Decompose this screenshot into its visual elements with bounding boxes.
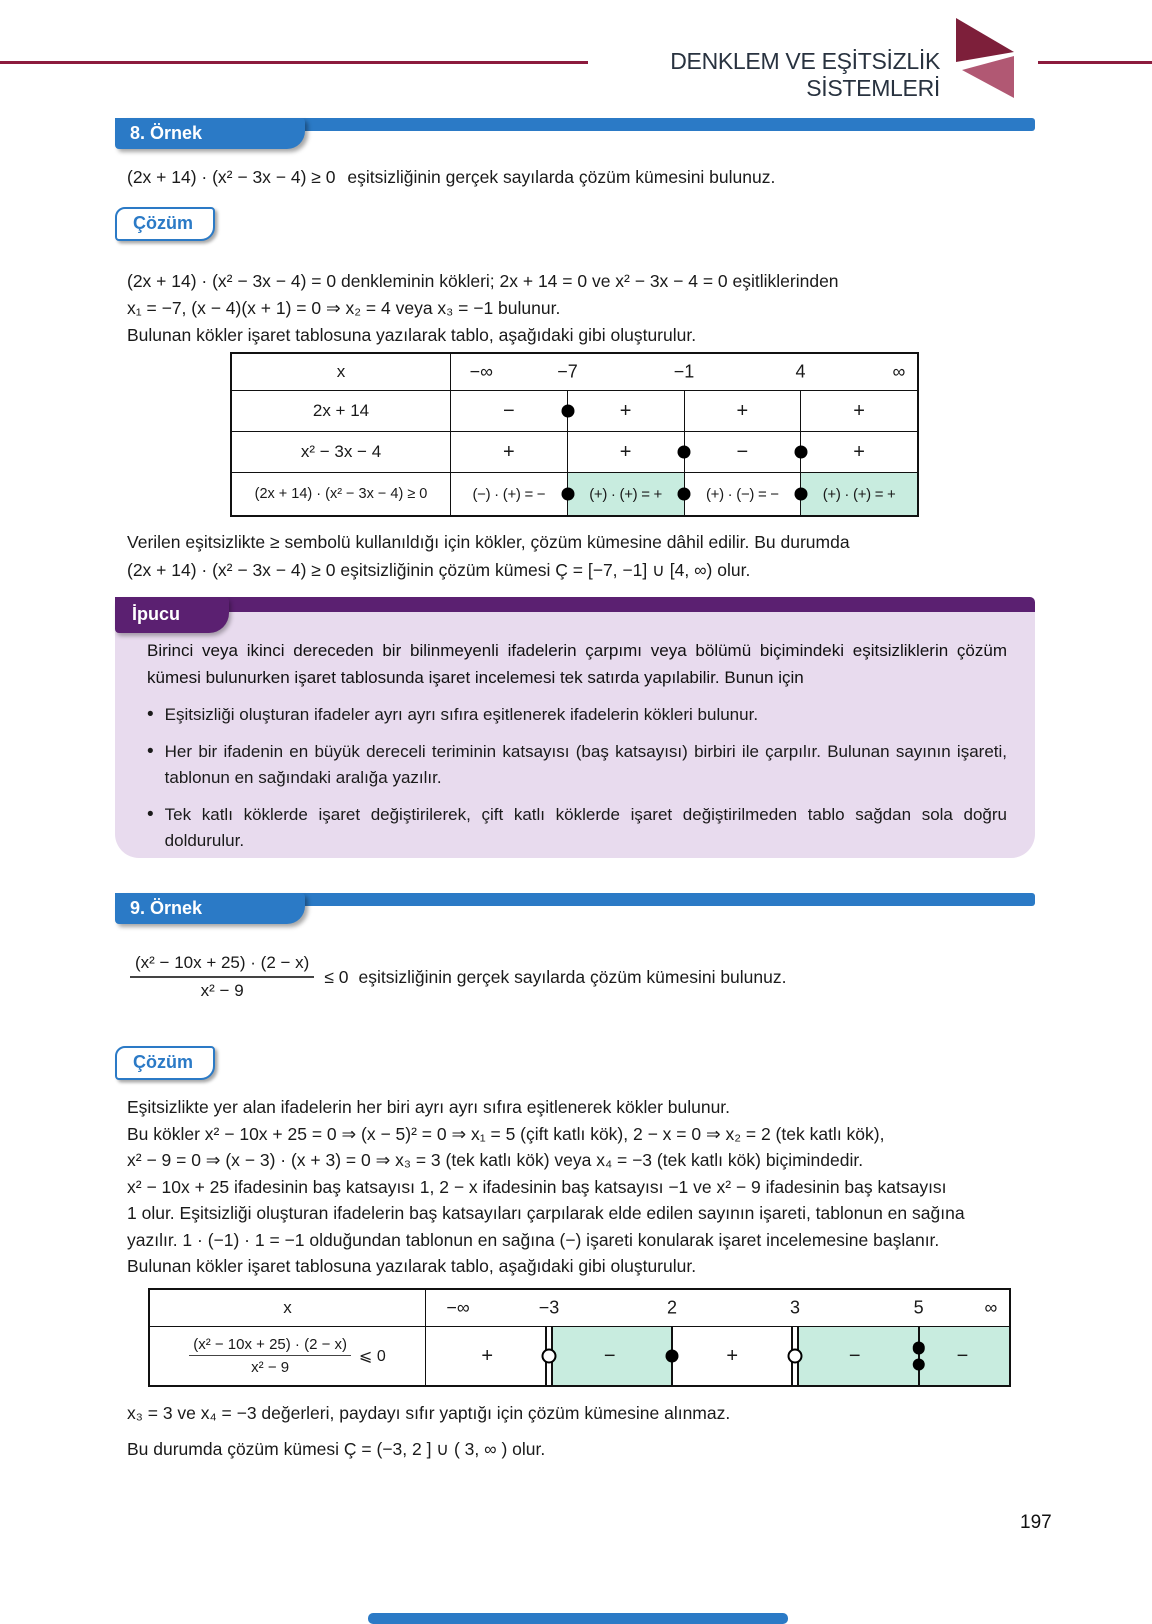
example9-conclusion-line1: x₃ = 3 ve x₄ = −3 değerleri, paydayı sıfır yaptığı için çözüm kümesine alınmaz. (127, 1403, 731, 1423)
filled-dot-marker (794, 488, 807, 501)
solution-line: Bulunan kökler işaret tablosuna yazılarak tablo, aşağıdaki gibi oluşturulur. (127, 325, 697, 345)
header-rule-right (1038, 61, 1152, 64)
sign-row-product (232, 472, 917, 515)
example8-section-header (115, 118, 1035, 152)
example9-conclusion-line2: Bu durumda çözüm kümesi Ç = (−3, 2 ] ∪ ( 3, ∞ ) olur. (127, 1439, 546, 1459)
example8-solution-text (127, 268, 1039, 349)
tip-bullet: • Her bir ifadenin en büyük dereceli teriminin katsayısı (baş katsayısı) birbiri ile çarpılır. Bulunan sayının işareti, tablonun en sağındaki aralığa yazılır. (147, 739, 1007, 791)
page-title: DENKLEM VE EŞİTSİZLİK SİSTEMLERİ (670, 48, 940, 101)
page-number: 197 (1020, 1512, 1052, 1533)
axis-root: −7 (557, 361, 578, 382)
example9-problem (130, 953, 787, 1001)
sign-cell: + (503, 440, 515, 463)
relation-symbol: ⩽ 0 (359, 1348, 386, 1365)
example9-solution-text (127, 1094, 1039, 1280)
axis-root: −1 (673, 361, 695, 382)
solution-line: x² − 9 = 0 ⇒ (x − 3) · (x + 3) = 0 ⇒ x₃ = 3 (tek katlı kök) veya x₄ = −3 (tek katlı kök) biçimindedir. (127, 1150, 864, 1170)
sign-cell: + (684, 391, 801, 431)
fraction-numerator: (x² − 10x + 25) · (2 − x) (189, 1336, 351, 1356)
sign-row-expression (150, 1326, 1009, 1385)
axis-row (451, 354, 917, 390)
tip-intro: Birinci veya ikinci dereceden bir bilinmeyenli ifadelerin çarpımı veya bölümü biçimindeki eşitsizliklerin çözüm kümesi bulunurken işaret tablosunda işaret incelemesi tek satırda yapılabilir. Bunun için (147, 641, 1007, 687)
filled-dot-marker (678, 488, 691, 501)
example8-solution-tab: Çözüm (115, 207, 215, 241)
sign-cell: (−) · (+) = − (472, 485, 546, 503)
sign-cell-highlighted: − (794, 1327, 917, 1385)
sign-cell-highlighted: (+) · (+) = + (567, 473, 684, 515)
fraction-denominator: x² − 9 (251, 1359, 290, 1376)
sign-cell: + (481, 1344, 494, 1367)
solution-line: (2x + 14) · (x² − 3x − 4) = 0 denkleminin kökleri; 2x + 14 = 0 ve x² − 3x − 4 = 0 eşitliklerinden (127, 271, 839, 291)
tip-bullet: • Tek katlı köklerde işaret değiştirilerek, çift katlı köklerde işaret değiştirilmeden tablo sağdan sola doğru doldurulur. (147, 802, 1007, 854)
row-label (150, 1327, 426, 1385)
relation-symbol: ≤ 0 (324, 966, 349, 987)
sign-cell: + (567, 391, 684, 431)
sign-table-example9 (148, 1288, 1011, 1387)
header-rule-left (0, 61, 588, 64)
example8-problem-text: eşitsizliğinin gerçek sayılarda çözüm kümesini bulunuz. (347, 167, 776, 187)
example9-problem-text: eşitsizliğinin gerçek sayılarda çözüm kümesini bulunuz. (358, 966, 787, 987)
tip-bullet: • Eşitsizliği oluşturan ifadeler ayrı ayrı sıfıra eşitlenerek ifadelerin kökleri bulunur. (147, 702, 1007, 728)
axis-pos-infinity: ∞ (984, 1297, 998, 1318)
open-circle-marker (542, 1349, 557, 1364)
conclusion-line: (2x + 14) · (x² − 3x − 4) ≥ 0 eşitsizliğinin çözüm kümesi Ç = [−7, −1] ∪ [4, ∞) olur. (127, 560, 751, 580)
filled-dot-marker (678, 446, 691, 459)
bullet-icon: • (147, 741, 154, 762)
example9-section-header (115, 893, 1035, 927)
solution-line: Bulunan kökler işaret tablosuna yazılarak tablo, aşağıdaki gibi oluşturulur. (127, 1256, 697, 1276)
sign-cell: + (726, 1344, 739, 1367)
solution-line: 1 olur. Eşitsizliği oluşturan ifadelerin baş katsayıları çarpılarak elde edilen sayının işareti, tablonun en sağına (127, 1203, 965, 1223)
sign-table-example8 (230, 352, 919, 517)
example9-tab: 9. Örnek (115, 893, 305, 924)
bullet-icon: • (147, 804, 154, 825)
axis-root: 2 (667, 1297, 678, 1318)
tip-tab: İpucu (115, 597, 229, 633)
axis-neg-infinity: −∞ (469, 361, 493, 382)
sign-table-header-row (150, 1290, 1009, 1326)
sign-cell: + (800, 391, 917, 431)
example8-problem-math: (2x + 14) · (x² − 3x − 4) ≥ 0 (127, 167, 336, 187)
sign-row-factor2 (232, 431, 917, 472)
example8-tab: 8. Örnek (115, 118, 305, 149)
sign-row-factor1 (232, 390, 917, 431)
sign-cell: − (684, 432, 801, 472)
fraction (130, 953, 314, 1001)
row-label: x² − 3x − 4 (232, 432, 451, 472)
axis-row (426, 1290, 1009, 1326)
sign-cell: (+) · (−) = − (684, 473, 801, 515)
sign-table-header-row (232, 354, 917, 390)
filled-dot-marker (561, 488, 574, 501)
axis-root: 4 (795, 361, 806, 382)
conclusion-line: Verilen eşitsizlikte ≥ sembolü kullanıldığı için kökler, çözüm kümesine dâhil edilir. Bu durumda (127, 532, 850, 552)
table-corner-label: x (232, 354, 451, 390)
chapter-bookmark-icon (950, 18, 1020, 100)
table-corner-label: x (150, 1290, 426, 1326)
filled-dot-marker (561, 405, 574, 418)
solution-line: x₁ = −7, (x − 4)(x + 1) = 0 ⇒ x₂ = 4 veya x₃ = −1 bulunur. (127, 298, 561, 318)
open-circle-marker (788, 1349, 803, 1364)
sign-cell-highlighted: (+) · (+) = + (800, 473, 917, 515)
solution-line: Bu kökler x² − 10x + 25 = 0 ⇒ (x − 5)² = 0 ⇒ x₁ = 5 (çift katlı kök), 2 − x = 0 ⇒ x₂ = 2 (tek katlı kök), (127, 1123, 885, 1144)
solution-line: x² − 10x + 25 ifadesinin baş katsayısı 1, 2 − x ifadesinin baş katsayısı −1 ve x² − 9 ifadesinin baş katsayısı (127, 1176, 947, 1197)
filled-dot-marker (794, 446, 807, 459)
axis-neg-infinity: −∞ (446, 1297, 470, 1318)
axis-root: 5 (913, 1297, 924, 1318)
filled-dot-marker (666, 1350, 679, 1363)
footer-bar (368, 1613, 788, 1624)
fraction (189, 1336, 351, 1376)
row-label: (2x + 14) · (x² − 3x − 4) ≥ 0 (232, 473, 451, 515)
sign-cell-highlighted: − (916, 1327, 1009, 1385)
tip-bar (115, 597, 1035, 612)
fraction-numerator: (x² − 10x + 25) · (2 − x) (130, 953, 314, 978)
tip-body (115, 612, 1035, 858)
sign-cell: + (567, 432, 684, 472)
axis-root: −3 (538, 1297, 560, 1318)
solution-line: yazılır. 1 · (−1) · 1 = −1 olduğundan tablonun en sağına (−) işareti konularak işaret incelemesine başlanır. (127, 1229, 940, 1250)
fraction-denominator: x² − 9 (200, 981, 244, 1000)
axis-pos-infinity: ∞ (892, 361, 906, 382)
bullet-icon: • (147, 704, 154, 725)
double-dot-marker (912, 1342, 925, 1371)
row-label: 2x + 14 (232, 391, 451, 431)
axis-root: 3 (790, 1297, 801, 1318)
solution-line: Eşitsizlikte yer alan ifadelerin her biri ayrı ayrı sıfıra eşitlenerek kökler bulunur. (127, 1097, 731, 1117)
sign-cell: + (800, 432, 917, 472)
example9-solution-tab: Çözüm (115, 1046, 215, 1080)
sign-cell-highlighted: − (549, 1327, 672, 1385)
example8-conclusion (127, 528, 1039, 584)
example8-problem (127, 167, 1039, 188)
sign-cell: − (503, 399, 515, 422)
